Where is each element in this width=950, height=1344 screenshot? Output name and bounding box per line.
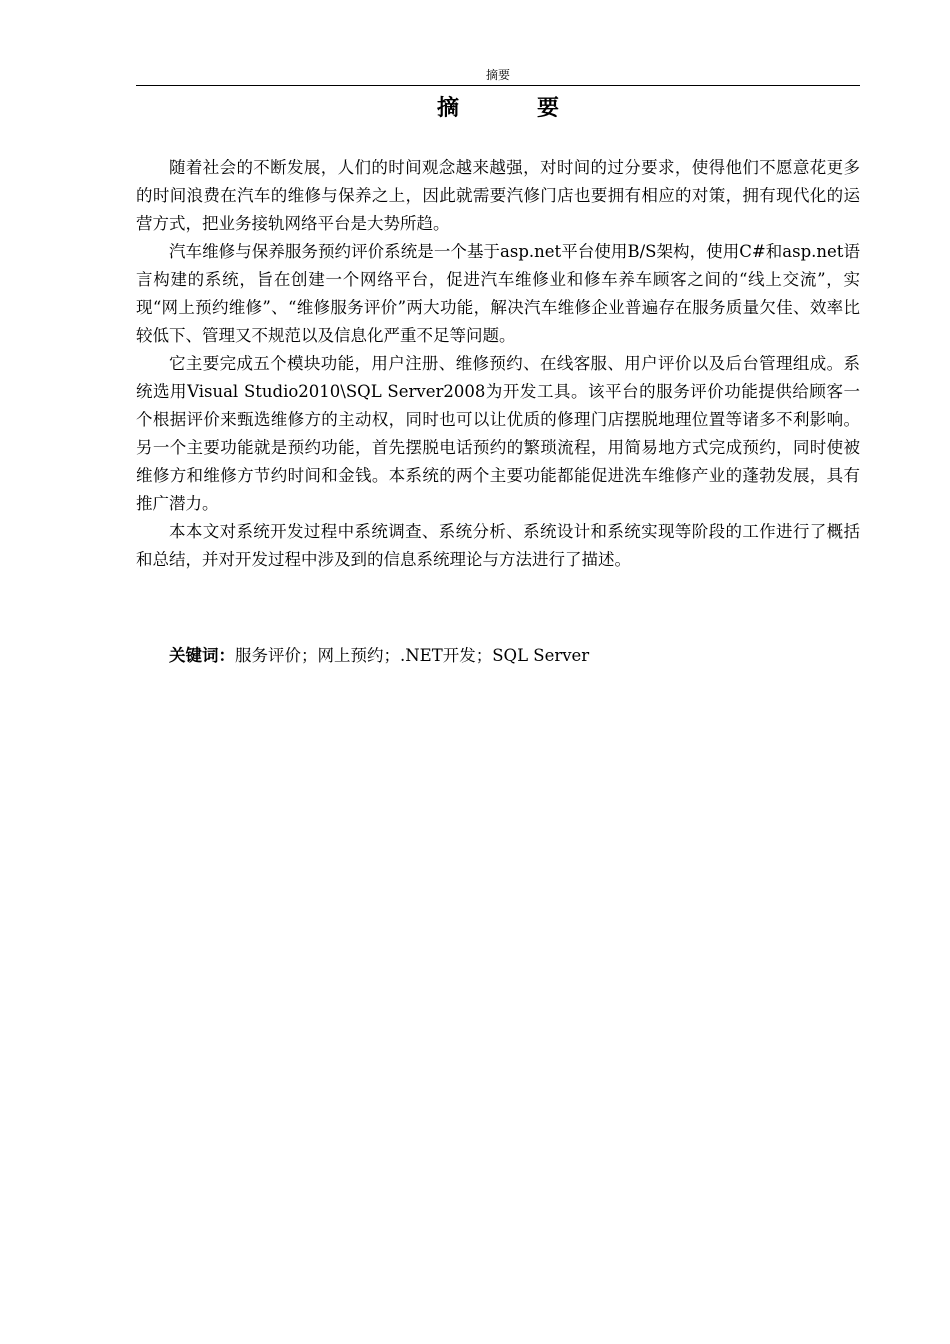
keywords-text: 服务评价；网上预约；.NET开发；SQL Server xyxy=(235,646,590,665)
abstract-body xyxy=(136,154,860,574)
abstract-paragraph-2: 汽车维修与保养服务预约评价系统是一个基于asp.net平台使用B/S架构，使用C#和asp.net语言构建的系统，旨在创建一个网络平台，促进汽车维修业和修车养车顾客之间的“线上交流”，实现“网上预约维修”、“维修服务评价”两大功能，解决汽车维修企业普遍存在服务质量欠佳、效率比较低下、管理又不规范以及信息化严重不足等问题。 xyxy=(136,242,860,345)
header-rule xyxy=(136,85,860,86)
abstract-paragraph-4: 本本文对系统开发过程中系统调查、系统分析、系统设计和系统实现等阶段的工作进行了概括和总结，并对开发过程中涉及到的信息系统理论与方法进行了描述。 xyxy=(136,522,860,569)
abstract-paragraph-1: 随着社会的不断发展，人们的时间观念越来越强，对时间的过分要求，使得他们不愿意花更多的时间浪费在汽车的维修与保养之上，因此就需要汽修门店也要拥有相应的对策，拥有现代化的运营方式，把业务接轨网络平台是大势所趋。 xyxy=(136,158,860,233)
keywords-line xyxy=(136,642,860,670)
running-header: 摘要 xyxy=(485,68,510,82)
page-title: 摘 要 xyxy=(436,95,587,121)
abstract-paragraph-3: 它主要完成五个模块功能，用户注册、维修预约、在线客服、用户评价以及后台管理组成。系统选用Visual Studio2010\SQL Server2008为开发工具。该平台的服务评价功能提供给顾客一个根据评价来甄选维修方的主动权，同时也可以让优质的修理门店摆脱地理位置等诸多不利影响。另一个主要功能就是预约功能，首先摆脱电话预约的繁琐流程，用简易地方式完成预约，同时使被维修方和维修方节约时间和金钱。本系统的两个主要功能都能促进洗车维修产业的蓬勃发展，具有推广潜力。 xyxy=(136,354,860,513)
keywords-label: 关键词： xyxy=(169,646,235,665)
